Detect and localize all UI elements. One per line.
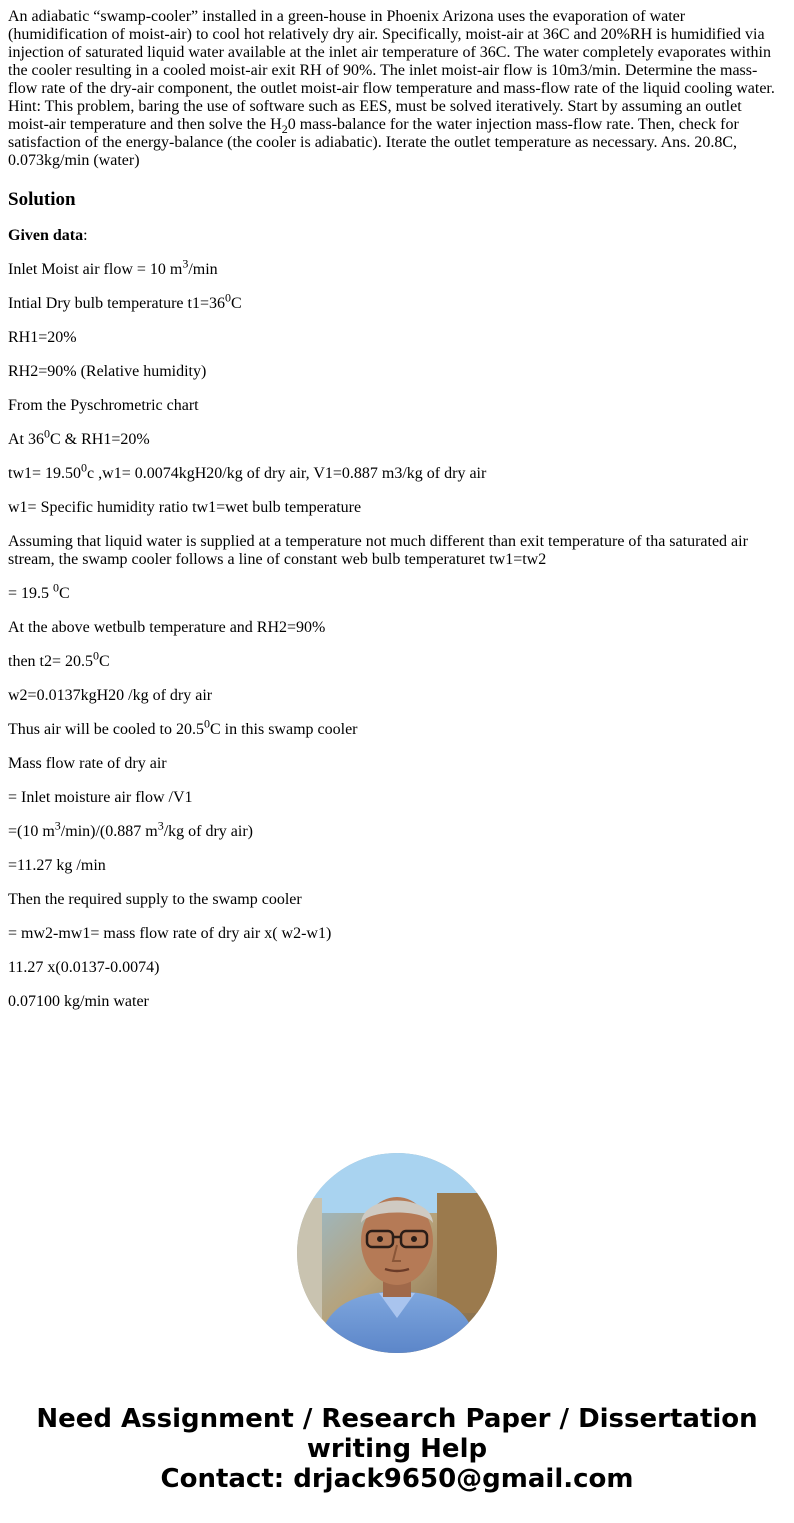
initial-temp-line (8, 290, 782, 313)
cooled-line (8, 716, 782, 739)
superscript: 3 (182, 256, 189, 271)
line-text: /kg of dry air) (163, 823, 253, 840)
supply-formula: = mw2-mw1= mass flow rate of dry air x( w2-w1) (8, 925, 332, 942)
line-text: At 36 (8, 431, 44, 448)
assumption-paragraph: Assuming that liquid water is supplied at a temperature not much different than exit temperature of tha saturated air stream, the swamp cooler follows a line of constant web bulb temperaturet tw1=tw2 (8, 533, 748, 568)
question-text-part2: 0 mass-balance for the water injection mass-flow rate. Then, check for satisfaction of the energy-balance (the cooler is adiabatic). Iterate the outlet temperature as necessary. Ans. 20.8C, 0.073kg/min (water) (8, 116, 739, 169)
line-text: Thus air will be cooled to 20.5 (8, 721, 204, 738)
supply-label: Then the required supply to the swamp cooler (8, 891, 302, 908)
wetbulb-value-line (8, 580, 782, 603)
line-text: C (99, 653, 110, 670)
line-text: C & RH1=20% (50, 431, 150, 448)
line-text: Inlet Moist air flow = 10 m (8, 261, 183, 278)
superscript: 0 (93, 648, 100, 663)
author-avatar (297, 1153, 497, 1353)
promo-line-1: Need Assignment / Research Paper / Dissertation (36, 1404, 758, 1434)
promo-banner (0, 1404, 794, 1494)
document-body (8, 8, 782, 1011)
subscript: 2 (281, 122, 288, 137)
solution-heading: Solution (8, 189, 76, 210)
superscript: 3 (54, 818, 61, 833)
superscript: 0 (53, 580, 60, 595)
line-text: = 19.5 (8, 585, 54, 602)
line-text: C in this swamp cooler (209, 721, 358, 738)
t2-line (8, 648, 782, 671)
mass-flow-label: Mass flow rate of dry air (8, 755, 167, 772)
superscript: 0 (44, 426, 50, 441)
given-data-colon: : (83, 227, 88, 244)
promo-line-2: writing Help (306, 1434, 488, 1464)
rh2-line: RH2=90% (Relative humidity) (8, 363, 207, 380)
line-text: C (230, 295, 242, 312)
definitions-line: w1= Specific humidity ratio tw1=wet bulb temperature (8, 499, 362, 516)
superscript: 0 (81, 460, 88, 475)
line-text: tw1= 19.50 (8, 465, 82, 482)
wetbulb-rh2-line: At the above wetbulb temperature and RH2=90% (8, 619, 326, 636)
problem-statement (8, 8, 782, 170)
superscript: 0 (203, 716, 210, 731)
chart-reference-line: From the Pyschrometric chart (8, 397, 199, 414)
supply-result: 0.07100 kg/min water (8, 993, 149, 1010)
line-text: then t2= 20.5 (8, 653, 94, 670)
avatar-portrait (297, 1153, 497, 1353)
state1-properties-line (8, 460, 782, 483)
rh1-line: RH1=20% (8, 329, 77, 346)
line-text: c ,w1= 0.0074kgH20/kg of dry air, V1=0.887 m3/kg of dry air (87, 465, 487, 482)
superscript: 0 (224, 290, 231, 305)
line-text: C (59, 585, 70, 602)
supply-calculation: 11.27 x(0.0137-0.0074) (8, 959, 160, 976)
inlet-flow-line (8, 256, 782, 279)
superscript: 3 (157, 818, 164, 833)
given-data-heading (8, 227, 782, 245)
promo-contact-line: Contact: drjack9650@gmail.com (160, 1464, 634, 1494)
line-text: Intial Dry bulb temperature t1=36 (8, 295, 225, 312)
w2-line: w2=0.0137kgH20 /kg of dry air (8, 687, 213, 704)
mass-flow-formula: = Inlet moisture air flow /V1 (8, 789, 193, 806)
line-text: =(10 m (8, 823, 55, 840)
mass-flow-result: =11.27 kg /min (8, 857, 106, 874)
state1-line (8, 426, 782, 449)
line-text: /min)/(0.887 m (60, 823, 158, 840)
line-text: /min (188, 261, 218, 278)
question-text-part1: An adiabatic “swamp-cooler” installed in a green-house in Phoenix Arizona uses the evaporation of water (humidification of moist-air) to cool hot relatively dry air. Specifically, moist-air at 36C and 20%RH is humidified via injection of saturated liquid water available at the inlet air temperature of 36C. The water completely evaporates within the cooler resulting in a cooled moist-air exit RH of 90%. The inlet moist-air flow is 10m3/min. Determine the mass-flow rate of the dry-air component, the outlet moist-air flow temperature and mass-flow rate of the liquid cooling water. Hint: This problem, baring the use of software such as EES, must be solved iteratively. Start by assuming an outlet moist-air temperature and then solve the H (8, 8, 775, 133)
given-data-label: Given data (8, 227, 84, 244)
mass-flow-calculation (8, 818, 782, 841)
